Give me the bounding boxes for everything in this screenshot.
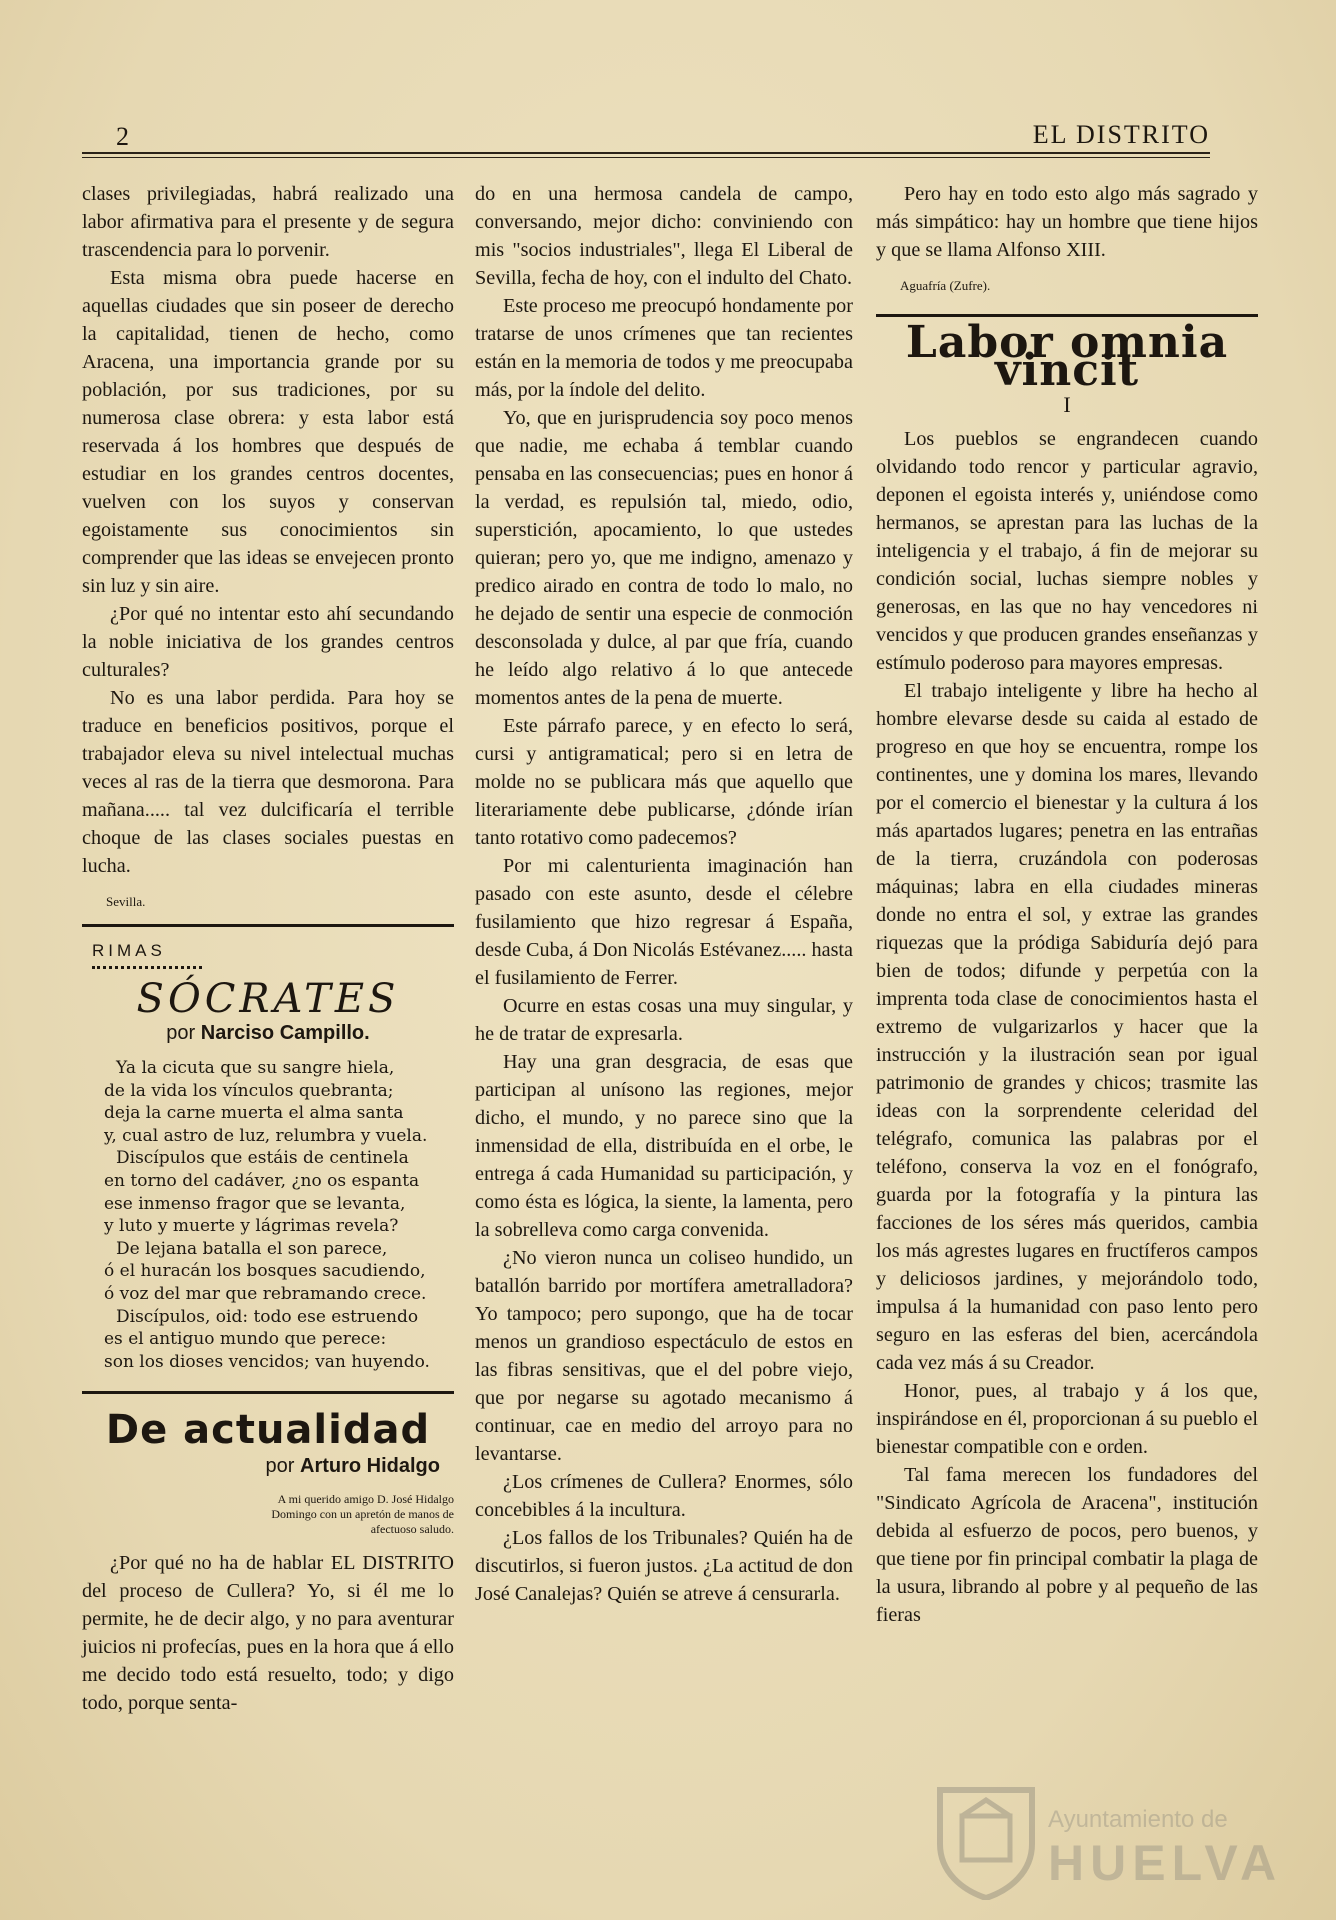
poem-author: Narciso Campillo. [200, 1022, 370, 1044]
poem-line: ó voz del mar que rebramando crece. [104, 1283, 427, 1304]
poem-byline [82, 1019, 454, 1047]
column-2 [475, 180, 853, 1608]
paragraph: No es una labor perdida. Para hoy se traduce en beneficios positivos, porque el trabajador eleva su nivel intelectual muchas veces al ras de la tierra que desmorona. Para mañana..... tal vez dulcificaría el terrible choque de las clases sociales puestas en lucha. [82, 687, 454, 877]
section-numeral: I [1063, 392, 1071, 417]
poem-line: es el antiguo mundo que perece: [104, 1329, 387, 1350]
poem-line: Discípulos que estáis de centinela [116, 1148, 409, 1169]
poem-line: en torno del cadáver, ¿no os espanta [104, 1170, 420, 1191]
paragraph: Esta misma obra puede hacerse en aquellas ciudades que sin poseer de derecho la capitalidad, tienen de hecho, como Aracena, una importancia grande por su población, por sus tradiciones, por su numerosa clase obrera: y esta labor está reservada á los hombres que después de estudiar en los grandes centros docentes, vuelven con los suyos y conservan egoistamente sus conocimientos sin comprender que las ideas se envejecen pronto sin luz y sin aire. [82, 267, 454, 597]
watermark-line1: Ayuntamiento de [1048, 1806, 1228, 1833]
paragraph: Honor, pues, al trabajo y á los que, inspirándose en él, proporcionan á su pueblo el bienestar compatible con e orden. [876, 1380, 1258, 1458]
paragraph: ¿Por qué no ha de hablar EL DISTRITO del proceso de Cullera? Yo, si él me lo permite, he de decir algo, y no para aventurar juicios ni profecías, pues en la hora que á ello me decido todo está resuelto, todo; y digo todo, porque senta- [82, 1552, 454, 1715]
poem-line: Ya la cicuta que su sangre hiela, [116, 1058, 395, 1078]
header-rule [82, 152, 1210, 154]
byline-prefix: por [166, 1022, 196, 1044]
paragraph: ¿Por qué no intentar esto ahí secundando la noble iniciativa de los grandes centros culturales? [82, 603, 454, 681]
paragraph: Los pueblos se engrandecen cuando olvidando todo rencor y particular agravio, deponen el egoista interés y, uniéndose como hermanos, se aprestan para las luchas de la inteligencia y el trabajo, á fin de mejorar su condición social, luchas siempre nobles y generosas, en las que no hay vencedores ni vencidos y que producen grandes enseñanzas y estímulo poderoso para mayores empresas. [876, 428, 1258, 674]
column-3 [876, 180, 1258, 1629]
poem-line: y luto y muerte y lágrimas revela? [104, 1216, 399, 1237]
paragraph: Hay una gran desgracia, de esas que participan al unísono las regiones, mejor dicho, el mundo, y no parece sino que la inmensidad de ella, distribuída en el orbe, le entrega á cada Humanidad su participación, y como ésta es lógica, la siente, la lamenta, pero la sobrelleva como carga convenida. [475, 1051, 853, 1241]
section-rule [82, 1391, 454, 1394]
paragraph: ¿Los fallos de los Tribunales? Quién ha de discutirlos, si fueron justos. ¿La actitud de don José Canalejas? Quién se atreve á censurarla. [475, 1527, 853, 1605]
header-rule-thin [82, 157, 1210, 158]
poem-line: ese inmenso fragor que se levanta, [104, 1193, 406, 1214]
article-byline [82, 1452, 454, 1480]
paragraph: Ocurre en estas cosas una muy singular, y he de tratar de expresarla. [475, 995, 853, 1045]
poem-line: son los dioses vencidos; van huyendo. [104, 1351, 430, 1372]
watermark-line2: HUELVA [1048, 1835, 1283, 1891]
poem-line: Discípulos, oid: todo ese estruendo [116, 1306, 419, 1327]
paragraph: Tal fama merecen los fundadores del "Sindicato Agrícola de Aracena", institución debida al esfuerzo de pocos, pero buenos, y que tiene por fin principal combatir la plaga de la usura, librando al pobre y al pequeño de las fieras [876, 1464, 1258, 1626]
poem-body [82, 1057, 454, 1373]
signature: Sevilla. [106, 894, 146, 909]
poem-title: SÓCRATES [136, 976, 400, 1022]
section-rule [82, 924, 454, 927]
paragraph: Este proceso me preocupó hondamente por tratarse de unos crímenes que tan recientes están en la memoria de todos y me preocupaba más, por la índole del delito. [475, 295, 853, 401]
article-author: Arturo Hidalgo [300, 1455, 440, 1478]
section-label: RIMAS [92, 941, 166, 960]
signature: Aguafría (Zufre). [900, 278, 991, 293]
masthead: EL DISTRITO [1032, 120, 1210, 149]
poem-line: De lejana batalla el son parece, [116, 1238, 388, 1259]
paragraph: do en una hermosa candela de campo, conversando, mejor dicho: conviniendo con mis "socios industriales", llega El Liberal de Sevilla, fecha de hoy, con el indulto del Chato. [475, 183, 853, 289]
section-dots [92, 966, 202, 969]
paragraph: ¿No vieron nunca un coliseo hundido, un batallón barrido por mortífera ametralladora? Yo tampoco; pero supongo, que ha de tocar menos un grandioso espectáculo de estos en las fibras sensitivas, que el del pobre viejo, que por negarse su agotado mecanismo á continuar, cae en medio del arroyo para no levantarse. [475, 1247, 853, 1465]
paragraph: clases privilegiadas, habrá realizado una labor afirmativa para el presente y de segura trascendencia para lo porvenir. [82, 183, 454, 261]
paragraph: Yo, que en jurisprudencia soy poco menos que nadie, me echaba á temblar cuando pensaba en las consecuencias; pues en honor á la verdad, es repulsión tal, miedo, odio, superstición, apocamiento, lo que ustedes quieran; pero yo, que me indigno, amenazo y predico airado en contra de todo lo malo, no he dejado de sentir una especie de conmoción desconsolada y dulce, al par que fría, cuando he leído algo relativo á lo que antecede momentos antes de la pena de muerte. [475, 407, 853, 709]
paragraph: Pero hay en todo esto algo más sagrado y más simpático: hay un hombre que tiene hijos y que se llama Alfonso XIII. [876, 183, 1258, 261]
paragraph: ¿Los crímenes de Cullera? Enormes, sólo concebibles á la incultura. [475, 1471, 853, 1521]
poem-line: deja la carne muerta el alma santa [104, 1103, 404, 1124]
poem-line: ó el huracán los bosques sacudiendo, [104, 1261, 426, 1282]
article-title: De actualidad [105, 1407, 431, 1454]
column-1 [82, 180, 454, 1717]
archive-watermark [932, 1780, 1283, 1900]
article-title: Labor omnia vincit [905, 317, 1229, 396]
paragraph: El trabajo inteligente y libre ha hecho al hombre elevarse desde su caida al estado de progreso en que hoy se encuentra, rompe los continentes, une y domina los mares, llevando por el comercio el bienestar y la cultura á los más apartados lugares; penetra en las entrañas de la tierra, cruzándola con poderosas máquinas; labra en ella ciudades mineras donde no entra el sol, y extrae las grandes riquezas que la pródiga Sabiduría dejó para bien de todos; difunde y perpetúa con la imprenta toda clase de conocimientos hasta el extremo de vulgarizarlos y hacer que la instrucción y la ilustración sean por igual patrimonio de grandes y chicos; trasmite las ideas con la sorprendente celeridad del telégrafo, comunica las palabras por el teléfono, conserva la voz en el fonógrafo, guarda por la fotografía y la pintura las facciones de los séres más queridos, cambia los más agrestes lugares en fructíferos campos y deliciosos jardines, y mejorándolo todo, impulsa á la humanidad con paso lento pero seguro en las esferas del bien, acercándola cada vez más á su Creador. [876, 680, 1258, 1374]
page-number: 2 [116, 122, 129, 151]
shield-icon [932, 1780, 1040, 1900]
paragraph: Este párrafo parece, y en efecto lo será, cursi y antigramatical; pero si en letra de molde no se publicara más que aquello que literariamente debe publicarse, ¿dónde irían tanto rotativo como padecemos? [475, 715, 853, 849]
poem-line: de la vida los vínculos quebranta; [104, 1080, 394, 1101]
dedication: A mi querido amigo D. José Hidalgo Domingo con un apretón de manos de afectuoso saludo. [271, 1492, 454, 1537]
paragraph: Por mi calenturienta imaginación han pasado con este asunto, desde el célebre fusilamiento que hizo regresar á España, desde Cuba, á Don Nicolás Estévanez..... hasta el fusilamiento de Ferrer. [475, 855, 853, 989]
byline-prefix: por [265, 1455, 295, 1478]
poem-line: y, cual astro de luz, relumbra y vuela. [104, 1125, 428, 1146]
